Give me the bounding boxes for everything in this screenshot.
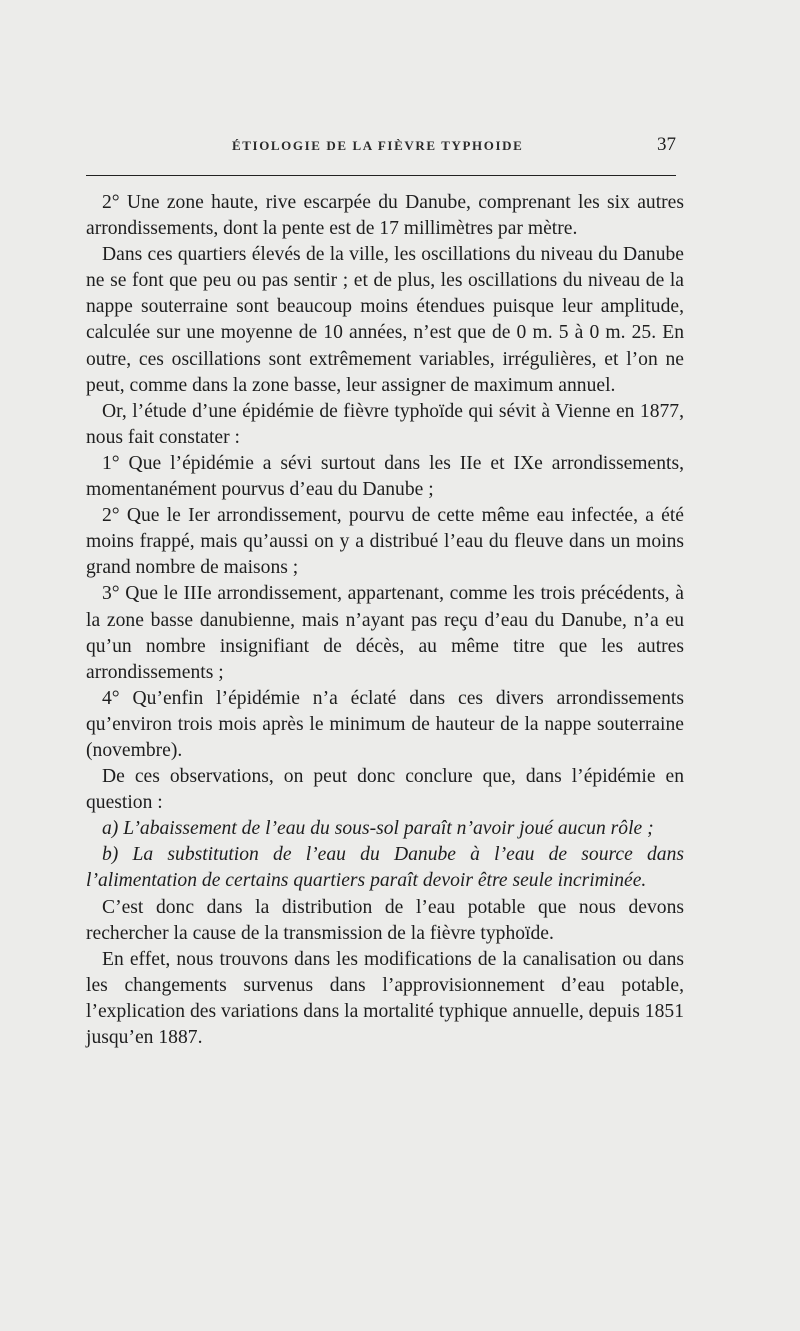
paragraph-point-4: 4° Qu’enfin l’épidémie n’a éclaté dans ces divers arrondissements qu’environ trois mois après le minimum de hauteur de la nappe souterraine (novembre). <box>86 687 684 761</box>
paragraph-quartiers-eleves: Dans ces quartiers élevés de la ville, les oscillations du niveau du Danube ne se font que peu ou pas sentir ; et de plus, les oscillations du niveau de la nappe souterraine sont beaucoup moins étendues puisque leur amplitude, calculée sur une moyenne de 10 années, n’est que de 0 m. 5 à 0 m. 25. En outre, ces oscillations sont extrêmement variables, irrégulières, et l’on ne peut, comme dans la zone basse, leur assigner de maximum annuel. <box>86 244 684 396</box>
paragraph-conclusion-intro: De ces observations, on peut donc conclure que, dans l’épidémie en question : <box>86 766 684 814</box>
paragraph-epidemie-1877: Or, l’étude d’une épidémie de fièvre typhoïde qui sévit à Vienne en 1877, nous fait constater : <box>86 400 684 448</box>
paragraph-zone-haute: 2° Une zone haute, rive escarpée du Danube, comprenant les six autres arrondissements, dont la pente est de 17 millimètres par mètre. <box>86 192 684 240</box>
body-text <box>86 190 684 1051</box>
paragraph-eau-potable: C’est donc dans la distribution de l’eau potable que nous devons rechercher la cause de la transmission de la fièvre typhoïde. <box>86 896 684 944</box>
running-title: ÉTIOLOGIE DE LA FIÈVRE TYPHOIDE <box>232 138 524 153</box>
paragraph-point-3: 3° Que le IIIe arrondissement, appartenant, comme les trois précédents, à la zone basse danubienne, mais n’ayant pas reçu d’eau du Danube, n’a eu qu’un nombre insignifiant de décès, au même titre que les autres arrondissements ; <box>86 583 684 683</box>
running-head <box>86 134 676 160</box>
paragraph-en-effet: En effet, nous trouvons dans les modifications de la canalisation ou dans les changements survenus dans l’approvisionnement d’eau potable, l’explication des variations dans la mortalité typhique annuelle, depuis 1851 jusqu’en 1887. <box>86 948 684 1048</box>
paragraph-point-1: 1° Que l’épidémie a sévi surtout dans les IIe et IXe arrondissements, momentanément pourvus d’eau du Danube ; <box>86 452 684 501</box>
paragraph-point-2: 2° Que le Ier arrondissement, pourvu de cette même eau infectée, a été moins frappé, mais qu’aussi on y a distribué l’eau du fleuve dans un moins grand nombre de maisons ; <box>86 505 684 579</box>
paragraph-conclusion-a: a) L’abaissement de l’eau du sous-sol paraît n’avoir joué aucun rôle ; <box>102 818 654 840</box>
paragraph-conclusion-b: b) La substitution de l’eau du Danube à l’eau de source dans l’alimentation de certains quartiers paraît devoir être seule incriminée. <box>86 844 684 892</box>
page-number: 37 <box>657 134 676 155</box>
header-rule <box>86 175 676 176</box>
